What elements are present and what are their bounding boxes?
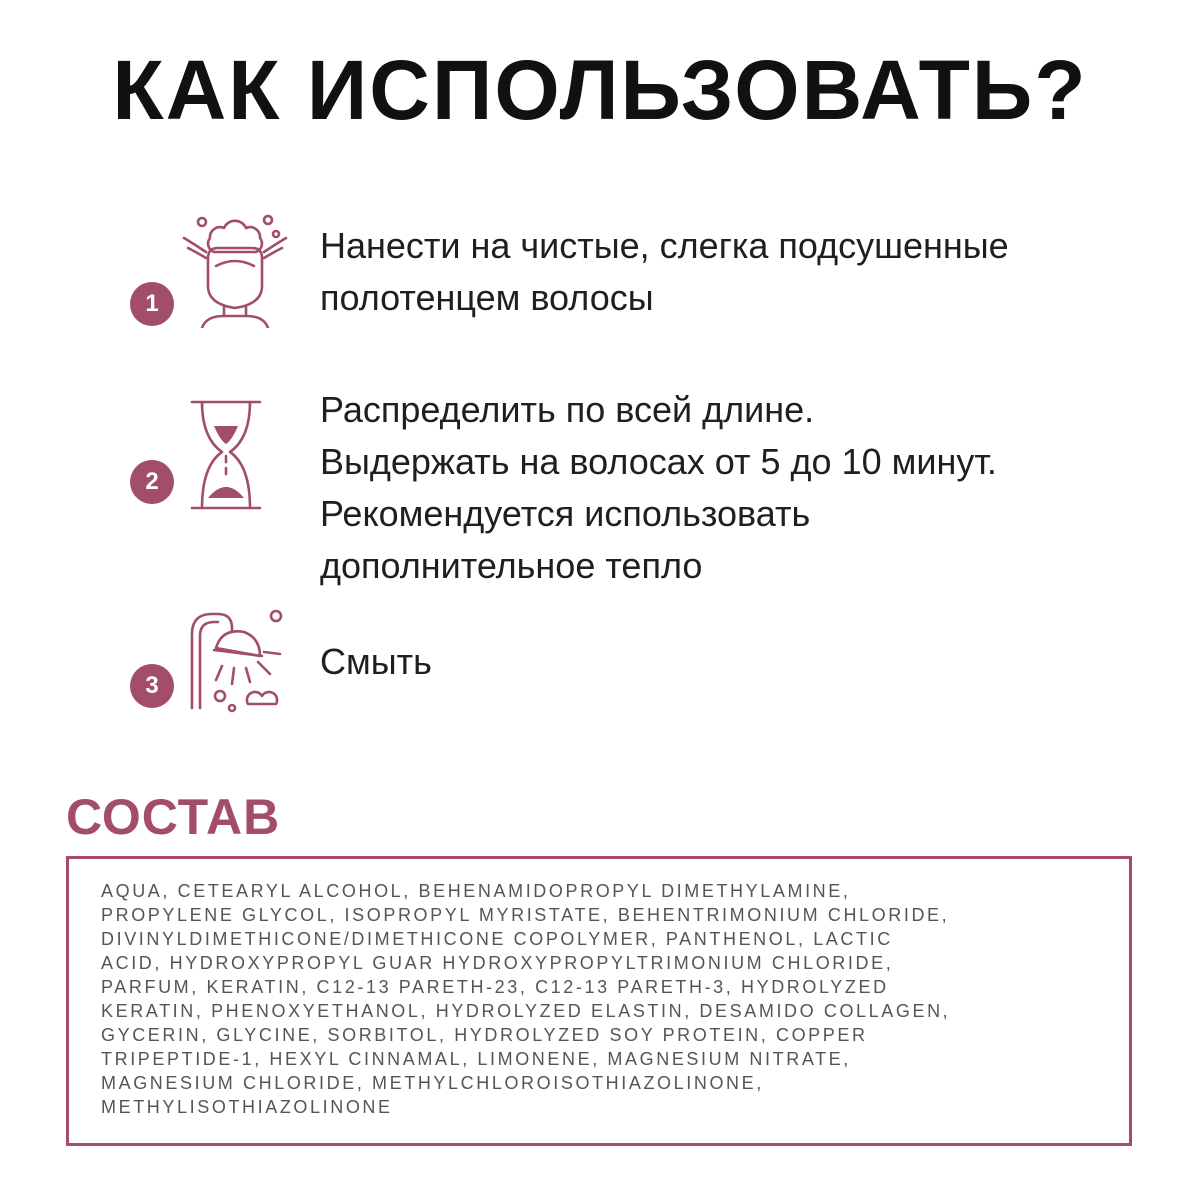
hair-washing-icon bbox=[180, 208, 290, 328]
step-3-number-badge: 3 bbox=[130, 664, 174, 708]
composition-line: KERATIN, PHENOXYETHANOL, HYDROLYZED ELASTIN, DESAMIDO COLLAGEN, bbox=[101, 1001, 951, 1021]
composition-line: METHYLISOTHIAZOLINONE bbox=[101, 1097, 393, 1117]
step-2-number-badge: 2 bbox=[130, 460, 174, 504]
composition-box bbox=[66, 856, 1132, 1146]
hourglass-icon bbox=[180, 396, 290, 516]
composition-line: AQUA, CETEARYL ALCOHOL, BEHENAMIDOPROPYL DIMETHYLAMINE, bbox=[101, 881, 851, 901]
step-1-line: Нанести на чистые, слегка подсушенные bbox=[320, 225, 1009, 266]
step-1-number-badge: 1 bbox=[130, 282, 174, 326]
step-3-line: Смыть bbox=[320, 641, 432, 682]
step-2-line: дополнительное тепло bbox=[320, 545, 703, 586]
step-3-text bbox=[320, 636, 1150, 688]
step-1-text bbox=[320, 220, 1150, 324]
composition-title: СОСТАВ bbox=[66, 789, 281, 845]
composition-line: MAGNESIUM CHLORIDE, METHYLCHLOROISOTHIAZOLINONE, bbox=[101, 1073, 764, 1093]
shower-icon bbox=[180, 604, 290, 724]
composition-text bbox=[101, 879, 1111, 1119]
step-2-line: Распределить по всей длине. bbox=[320, 389, 815, 430]
composition-line: PARFUM, KERATIN, C12-13 PARETH-23, C12-13 PARETH-3, HYDROLYZED bbox=[101, 977, 889, 997]
step-2-text bbox=[320, 384, 1150, 592]
page-title: КАК ИСПОЛЬЗОВАТЬ? bbox=[112, 43, 1088, 137]
step-2-line: Рекомендуется использовать bbox=[320, 493, 811, 534]
composition-line: GYCERIN, GLYCINE, SORBITOL, HYDROLYZED SOY PROTEIN, COPPER bbox=[101, 1025, 868, 1045]
composition-line: PROPYLENE GLYCOL, ISOPROPYL MYRISTATE, BEHENTRIMONIUM CHLORIDE, bbox=[101, 905, 950, 925]
step-1-line: полотенцем волосы bbox=[320, 277, 654, 318]
composition-line: ACID, HYDROXYPROPYL GUAR HYDROXYPROPYLTRIMONIUM CHLORIDE, bbox=[101, 953, 894, 973]
composition-line: DIVINYLDIMETHICONE/DIMETHICONE COPOLYMER, PANTHENOL, LACTIC bbox=[101, 929, 893, 949]
step-2-line: Выдержать на волосах от 5 до 10 минут. bbox=[320, 441, 997, 482]
composition-line: TRIPEPTIDE-1, HEXYL CINNAMAL, LIMONENE, MAGNESIUM NITRATE, bbox=[101, 1049, 851, 1069]
